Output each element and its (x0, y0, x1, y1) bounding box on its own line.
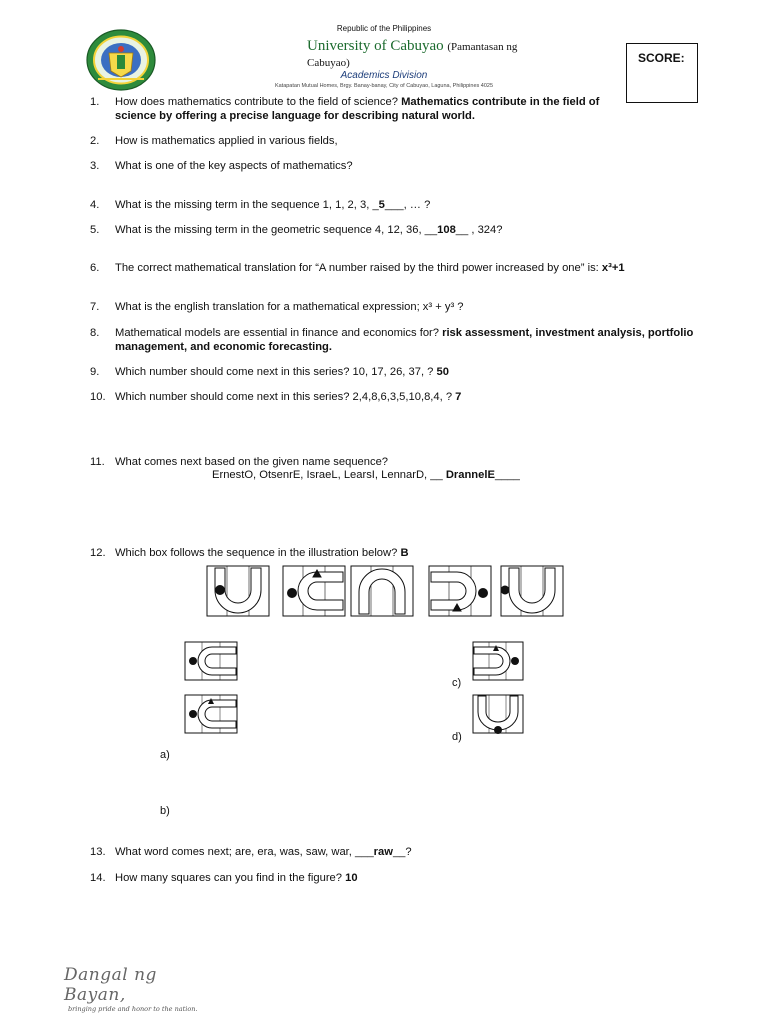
question-number: 3. (90, 160, 100, 172)
answer: DrannelE (445, 469, 495, 481)
answer: x³+1 (601, 262, 625, 274)
sequence-box-4 (429, 566, 491, 616)
sequence-box-2 (283, 566, 345, 616)
question-number: 1. (90, 96, 100, 108)
option-figure-2 (184, 694, 238, 734)
question-text-end: __? (392, 846, 412, 858)
option-c-label: c) (452, 677, 462, 689)
question-text: Mathematical models are essential in finance and economics for? (115, 327, 443, 339)
option-d-label: d) (452, 731, 462, 743)
question-number: 5. (90, 224, 100, 236)
question-text: What is the english translation for a mathematical expression; x³ + y³ ? (115, 301, 464, 313)
answer-blank: ____ (494, 469, 520, 481)
question-number: 7. (90, 301, 100, 313)
answer: 50 (436, 366, 449, 378)
option-figure-1 (184, 641, 238, 681)
question-text: What is the missing term in the sequence 1, 1, 2, 3, _ (115, 199, 379, 211)
republic-heading: Republic of the Philippines (336, 24, 432, 33)
address-line: Katapatan Mutual Homes, Brgy. Banay-banay, City of Cabuyao, Laguna, Philippines 4025 (274, 83, 494, 89)
sequence-illustration (205, 564, 565, 618)
question-number: 10. (90, 391, 106, 403)
answer: B (400, 547, 409, 559)
question-number: 12. (90, 547, 106, 559)
question-number: 2. (90, 135, 100, 147)
option-a-label: a) (160, 749, 170, 761)
answer: Mathematics contribute in the field of science by offering a precise language for describing natural world. (115, 96, 600, 122)
question-number: 4. (90, 199, 100, 211)
sequence-text: ErnestO, OtsenrE, IsraeL, LearsI, LennarD, __ (212, 469, 446, 481)
question-text: What is the missing term in the geometric sequence 4, 12, 36, __ (115, 224, 438, 236)
question-text: How does mathematics contribute to the field of science? (115, 96, 402, 108)
motto-script: Dangal ng Bayan, (64, 965, 157, 1005)
question-number: 8. (90, 327, 100, 339)
question-number: 14. (90, 872, 106, 884)
university-name (307, 38, 517, 55)
answer: 108 (437, 224, 456, 236)
question-text: Which number should come next in this series? 2,4,8,6,3,5,10,8,4, ? (115, 391, 456, 403)
question-number: 6. (90, 262, 100, 274)
question-text: What comes next based on the given name sequence? (115, 456, 389, 468)
question-number: 13. (90, 846, 106, 858)
question-text: What word comes next; are, era, was, saw, war, ___ (115, 846, 374, 858)
motto-tagline: bringing pride and honor to the nation. (68, 1005, 198, 1013)
footer-motto (64, 965, 214, 1013)
question-text: Which box follows the sequence in the illustration below? (115, 547, 401, 559)
sequence-box-5 (501, 566, 563, 616)
answer: 5 (378, 199, 385, 211)
pamantasan-name-cont: Cabuyao) (307, 57, 350, 69)
question-number: 11. (90, 456, 105, 468)
question-text: What is one of the key aspects of mathematics? (115, 160, 353, 172)
name-sequence (212, 469, 520, 481)
option-figure-c (472, 641, 524, 681)
answer: raw (373, 846, 393, 858)
question-text: How many squares can you find in the figure? (115, 872, 346, 884)
option-figure-d (472, 694, 524, 734)
score-box (626, 43, 698, 103)
answer: 10 (345, 872, 358, 884)
pamantasan-name: (Pamantasan ng (447, 41, 518, 53)
sequence-box-3 (351, 566, 413, 616)
answer: risk assessment, investment analysis, portfolio management, and economic forecasting. (115, 327, 694, 353)
university-seal-logo (86, 29, 156, 91)
division-name: Academics Division (340, 70, 428, 81)
question-number: 9. (90, 366, 100, 378)
university-title: University of Cabuyao (307, 38, 444, 54)
score-label: SCORE: (638, 51, 685, 65)
question-text: Which number should come next in this series? 10, 17, 26, 37, ? (115, 366, 437, 378)
question-text: The correct mathematical translation for “A number raised by the third power increased by one” is: (115, 262, 602, 274)
question-text-end: ___, … ? (384, 199, 431, 211)
answer: 7 (455, 391, 462, 403)
question-text: How is mathematics applied in various fields, (115, 135, 338, 147)
question-text-end: __ , 324? (455, 224, 503, 236)
sequence-box-1 (207, 566, 269, 616)
option-b-label: b) (160, 805, 170, 817)
